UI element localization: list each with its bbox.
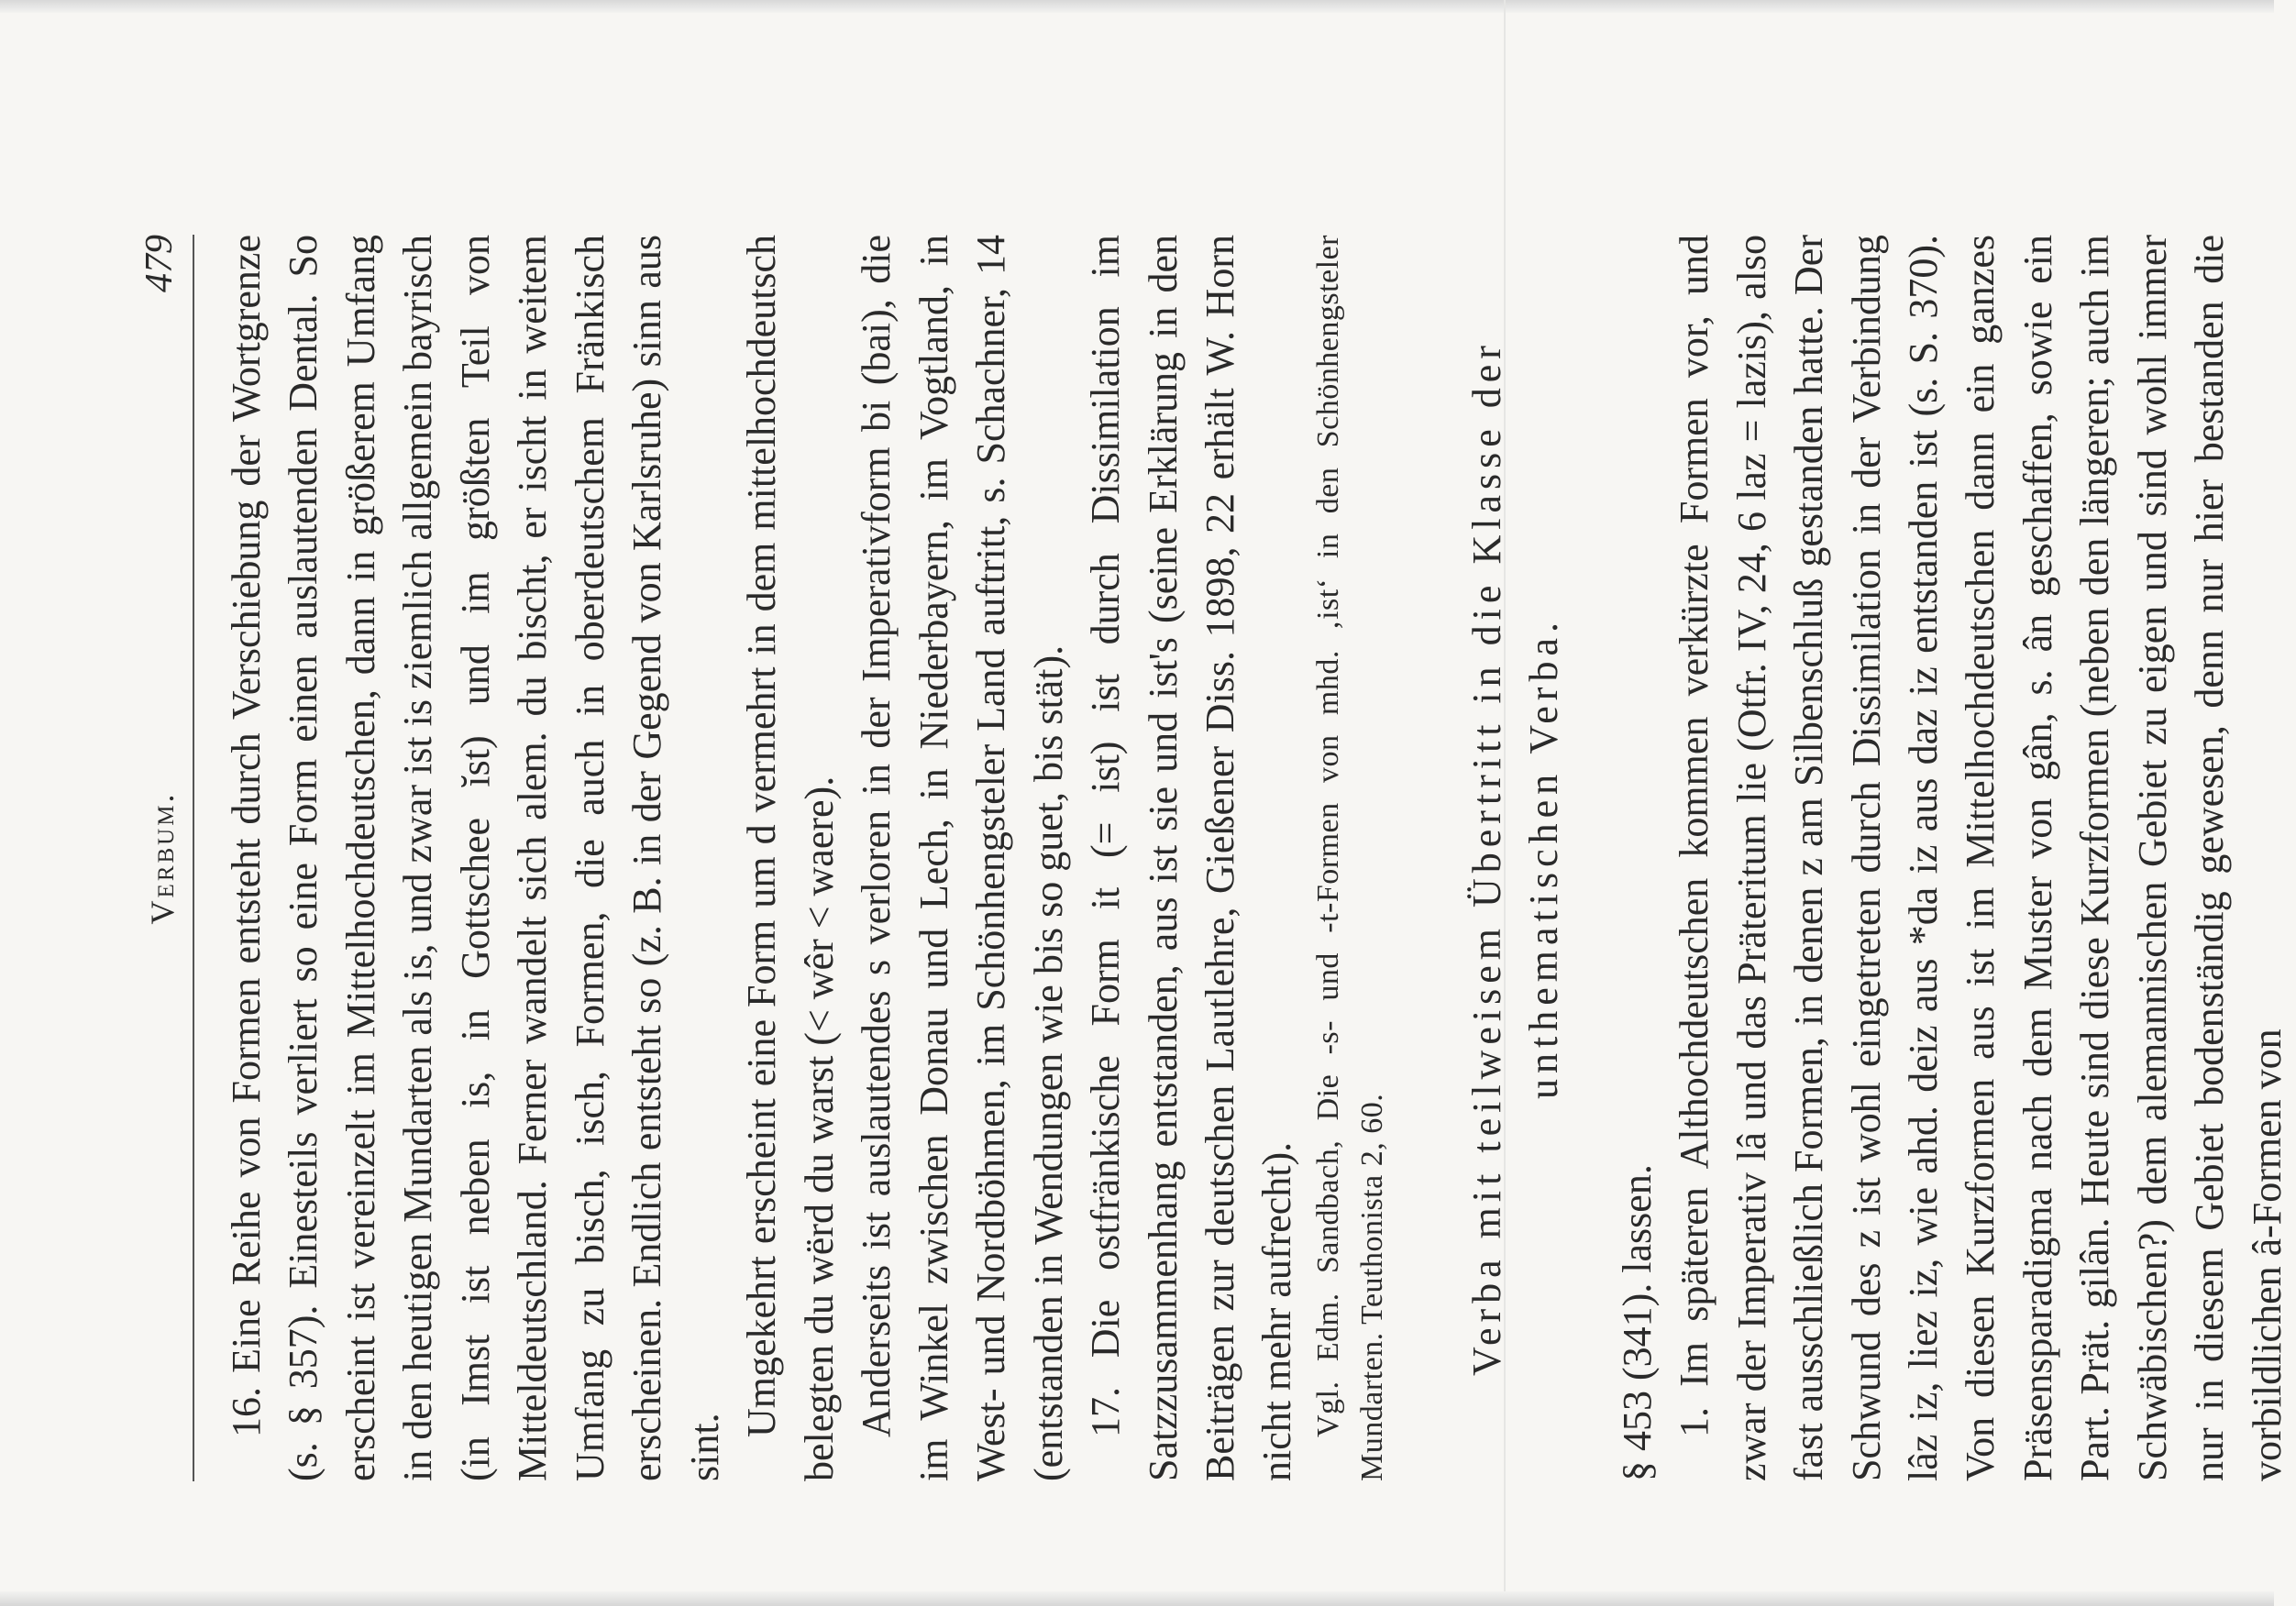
paragraph-16-anderseits: Anderseits ist auslautendes s verloren in der Imperativform bi (bai), die im Winkel zwischen Donau und Lech, in Niederbayern, im Vogtland, in West- und Nordböhmen, im Schönhengsteler Land auftritt, s. Schachner, 14 (entstanden in Wendungen wie bis so guet, bis stät). — [854, 235, 1071, 1481]
section-heading — [1459, 235, 1572, 1481]
section-453-paragraph: 1. Im späteren Althochdeutschen kommen verkürzte Formen vor, und zwar der Imperativ lâ und das Präteritum lie (Otfr. IV, 24, 6 laz = lazis), also fast ausschließlich Formen, in denen z am Silbenschluß gestanden hatte. Der Schwund des z ist wohl eingetreten durch Dissimilation in der Verbindung lâz iz, liez iz, wie ahd. deiz aus *da iz aus daz iz entstanden ist (s. S. 370). Von diesen Kurzformen aus ist im Mittelhochdeutschen dann ein ganzes Präsensparadigma nach dem Muster von gân, s. ân geschaffen, sowie ein Part. Prät. gilân. Heute sind diese Kurzformen (neben den längeren; auch im Schwäbischen?) dem alemannischen Gebiet zu eigen und sind wohl immer nur in diesem Gebiet bodenständig gewesen, denn nur hier bestanden die vorbildlichen â-Formen von — [1672, 235, 2290, 1481]
section-heading-line-1: Verba mit teilweisem Übertritt in die Klasse der — [1464, 340, 1510, 1376]
section-heading-line-2: unthematischen Verba. — [1521, 617, 1567, 1099]
paragraph-16: 16. Eine Reihe von Formen entsteht durch Verschiebung der Wortgrenze (s. § 357). Einesteils verliert so eine Form einen auslautenden Dental. So erscheint ist vereinzelt im Mittelhochdeutschen, dann in größerem Umfang in den heutigen Mundarten als is, und zwar ist is ziemlich allgemein bayrisch (in Imst ist neben is, in Gottschee ĭst) und im größten Teil von Mitteldeutschland. Ferner wandelt sich alem. du bischt, er ischt in weitem Umfang zu bisch, isch, Formen, die auch in oberdeutschem Fränkisch erscheinen. Endlich entsteht so (z. B. in der Gegend von Karlsruhe) sinn aus sint. — [224, 235, 727, 1481]
section-453-mark: § 453 (341). lassen. — [1614, 1164, 1660, 1481]
page-number: 479 — [138, 235, 181, 292]
paragraph-16-umgekehrt: Umgekehrt erscheint eine Form um d vermehrt in dem mittelhochdeutsch belegten du wërd du warst (< wêr < waere). — [739, 235, 842, 1481]
body-text — [218, 235, 2296, 1481]
scan-edge-bottom — [0, 1591, 2274, 1606]
rotated-page — [110, 125, 2290, 1481]
paragraph-17: 17. Die ostfränkische Form it (= ist) ist durch Dissimilation im Satzzusammenhang entstanden, aus ist sie und ist's (seine Erklärung in den Beiträgen zur deutschen Lautlehre, Gießener Diss. 1898, 22 erhält W. Horn nicht mehr aufrecht). — [1083, 235, 1300, 1481]
page-header — [138, 235, 194, 1481]
scan-edge-top — [0, 0, 2274, 13]
reference-note: Vgl. Edm. Sandbach, Die -s- und -t-Formen von mhd. ‚ist‘ in den Schönhengsteler Mundarten. Teuthonista 2, 60. — [1310, 235, 1390, 1481]
running-title: Verbum. — [144, 791, 181, 925]
